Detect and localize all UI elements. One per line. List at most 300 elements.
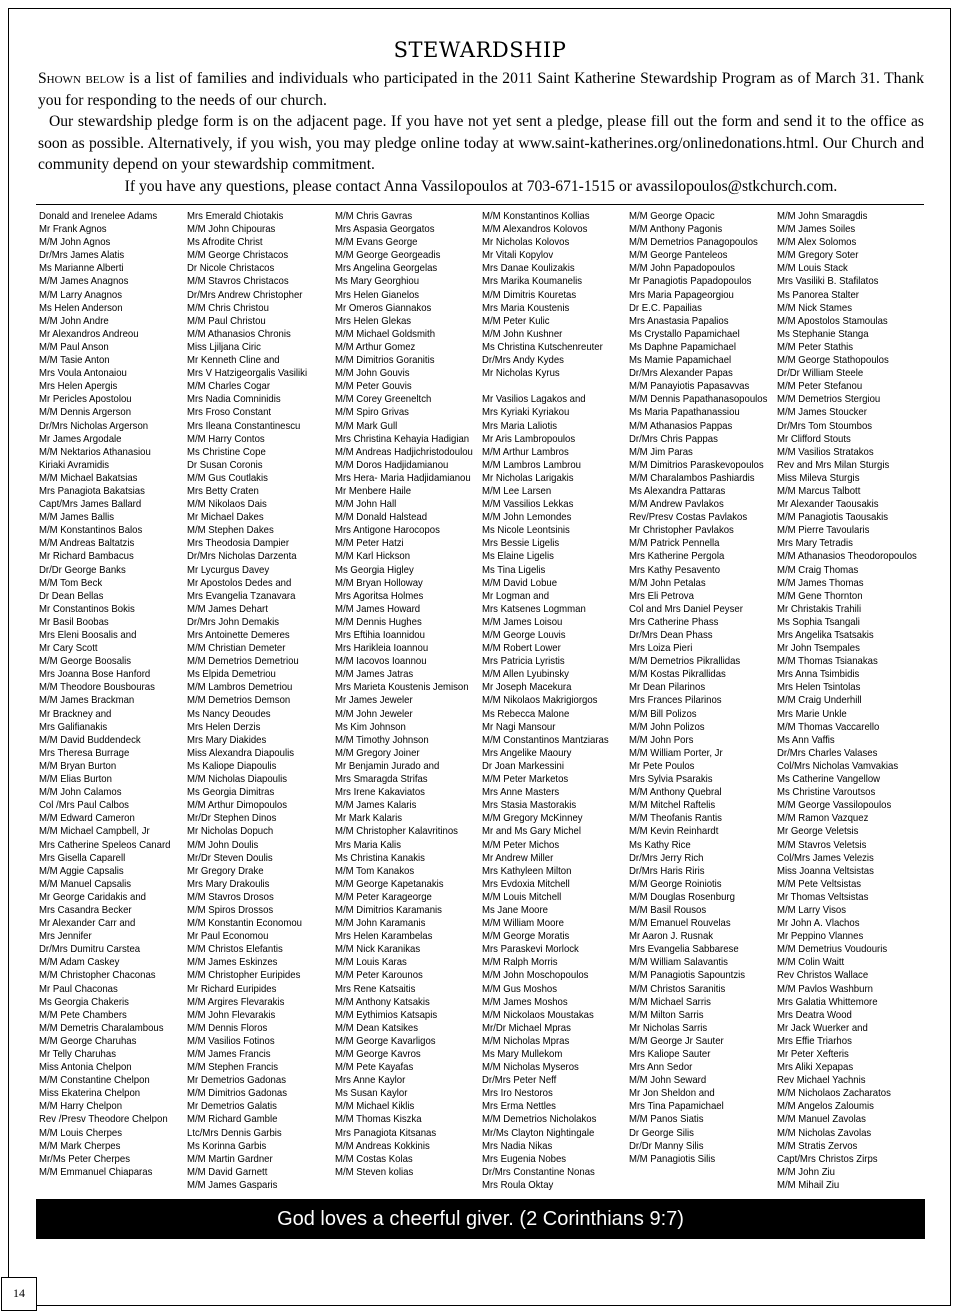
donor-name: Mrs Maria Papageorgiou xyxy=(629,289,734,301)
donor-name: Mr Frank Agnos xyxy=(39,224,107,236)
donor-name: Mr James Jeweler xyxy=(335,695,413,707)
donor-name: M/M Konstantin Economou xyxy=(187,918,302,930)
intro-line1-rest: is a list of families and individuals who participated in the 2011 Saint Katherine Stewardship Program as of March 31. Thank you for responding to the needs of our church. xyxy=(38,70,924,109)
donor-name: Mrs Angelina Georgelas xyxy=(335,263,438,275)
donor-name: Miss Alexandra Diapoulis xyxy=(187,747,294,759)
donor-name: Ms Rebecca Malone xyxy=(482,708,570,720)
donor-name: M/M Dennis Floros xyxy=(187,1022,268,1034)
donor-name: Col/Mrs James Velezis xyxy=(777,852,874,864)
donor-name: Dr/Mrs Charles Valases xyxy=(777,747,878,759)
donor-name: M/M Nickolaos Moustakas xyxy=(482,1009,594,1021)
donor-column-3 xyxy=(335,210,483,1179)
donor-name: M/M Peter Kulic xyxy=(482,315,550,327)
donor-name: M/M Demetrios Demetriou xyxy=(187,656,299,668)
donor-name: Dr Nicole Christacos xyxy=(187,263,275,275)
donor-name: M/M Demetris Charalambous xyxy=(39,1022,164,1034)
donor-name: M/M Arthur Lambros xyxy=(482,446,569,458)
donor-name: M/M Stephen Francis xyxy=(187,1062,279,1074)
donor-name: M/M George Jr Sauter xyxy=(629,1035,724,1047)
donor-name: Ms Korinna Garbis xyxy=(187,1140,267,1152)
donor-name: M/M Athanasios Pappas xyxy=(629,420,733,432)
donor-name: M/M George Christacos xyxy=(187,250,289,262)
donor-name: Ms Christina Kutschenreuter xyxy=(482,341,603,353)
donor-name: Mr Panagiotis Papadopoulos xyxy=(629,276,752,288)
donor-name: M/M Peter Karageorge xyxy=(335,891,432,903)
donor-name: M/M Richard Gamble xyxy=(187,1114,278,1126)
donor-name: Mr Christakis Trahili xyxy=(777,603,862,615)
donor-name: M/M Athanasios Theodoropoulos xyxy=(777,551,917,563)
donor-name: M/M Karl Hickson xyxy=(335,551,411,563)
donor-name: Col /Mrs Paul Calbos xyxy=(39,800,129,812)
donor-name: Mrs Anne Masters xyxy=(482,787,560,799)
donor-name: Mrs Katherine Pergola xyxy=(629,551,725,563)
donor-name: M/M Charalambos Pashiardis xyxy=(629,472,755,484)
donor-name: Mrs Mary Diakides xyxy=(187,734,267,746)
donor-name: M/M Andreas Baltatzis xyxy=(39,538,135,550)
donor-name: M/M Kevin Reinhardt xyxy=(629,826,719,838)
donor-name: M/M John Gouvis xyxy=(335,368,410,380)
donor-name: Mr Aris Lambropoulos xyxy=(482,433,576,445)
donor-name: M/M Constantine Chelpon xyxy=(39,1075,150,1087)
donor-name: Mr Nagi Mansour xyxy=(482,721,556,733)
donor-name: M/M Christian Demeter xyxy=(187,643,286,655)
donor-name: Miss Joanna Veltsistas xyxy=(777,865,874,877)
donor-name: Mr George Caridakis and xyxy=(39,891,146,903)
donor-name: M/M Gregory Joiner xyxy=(335,747,420,759)
donor-name: Dr/Mrs Dumitru Carstea xyxy=(39,944,141,956)
donor-name: Ms Crystallo Papamichael xyxy=(629,328,740,340)
donor-name: Mrs Tina Papamichael xyxy=(629,1101,724,1113)
donor-name: M/M Emanuel Rouvelas xyxy=(629,918,731,930)
donor-name: Mrs Evangelia Sabbarese xyxy=(629,944,739,956)
divider-rule xyxy=(36,204,924,205)
donor-name: M/M Stavros Christacos xyxy=(187,276,289,288)
donor-name: Ms Kim Johnson xyxy=(335,721,406,733)
donor-name: Ms Georgia Higley xyxy=(335,564,414,576)
donor-name: Mrs Betty Craten xyxy=(187,485,259,497)
donor-name: Ms Georgia Chakeris xyxy=(39,996,129,1008)
donor-name: M/M John Chipouras xyxy=(187,224,276,236)
donor-name: Mrs Froso Constant xyxy=(187,407,272,419)
donor-name: M/M William Salavantis xyxy=(629,957,728,969)
donor-name: M/M John Calamos xyxy=(39,787,122,799)
donor-name: M/M Harry Contos xyxy=(187,433,265,445)
donor-name: M/M Andreas Kokkinis xyxy=(335,1140,430,1152)
donor-name: Mr Menbere Haile xyxy=(335,485,412,497)
donor-name: Mrs Erma Nettles xyxy=(482,1101,556,1113)
donor-name: Mr Nicholas Kyrus xyxy=(482,368,560,380)
donor-name: M/M Edward Cameron xyxy=(39,813,135,825)
donor-name: Mrs Vasiliki B. Stafilatos xyxy=(777,276,879,288)
donor-name: Mrs Hera- Maria Hadjidamianou xyxy=(335,472,471,484)
donor-name: Mrs Agoritsa Holmes xyxy=(335,590,424,602)
donor-name: Dr/Dr George Banks xyxy=(39,564,126,576)
donor-name: M/M Patrick Pennella xyxy=(629,538,720,550)
donor-name: M/M George Roiniotis xyxy=(629,878,722,890)
donor-name: M/M Gregory Soter xyxy=(777,250,859,262)
donor-name: Dr/Mrs Nicholas Argerson xyxy=(39,420,149,432)
donor-name: M/M Basil Rousos xyxy=(629,904,707,916)
donor-name: Mr Telly Charuhas xyxy=(39,1049,117,1060)
donor-name: M/M Larry Visos xyxy=(777,904,847,916)
donor-name: M/M John Flevarakis xyxy=(187,1009,276,1021)
donor-name: Mr/Ms Clayton Nightingale xyxy=(482,1127,595,1139)
donor-name: M/M Paul Anson xyxy=(39,341,109,353)
donor-name: M/M John Lemondes xyxy=(482,512,572,524)
donor-name: M/M Dimitris Kouretas xyxy=(482,289,577,301)
donor-name: Mr Peter Xefteris xyxy=(777,1049,849,1060)
donor-name: Mr Peppino Vlannes xyxy=(777,931,864,943)
donor-name: Mr Logman and xyxy=(482,590,550,602)
donor-name: Mr Andrew Miller xyxy=(482,852,554,864)
donor-name: M/M James Soiles xyxy=(777,224,856,236)
donor-name: M/M Stephen Dakes xyxy=(187,525,274,537)
donor-name: Mr Paul Chaconas xyxy=(39,983,118,995)
donor-name: Mr John A. Vlachos xyxy=(777,918,860,930)
donor-name: M/M Tasie Anton xyxy=(39,355,110,367)
donor-name: M/M James Thomas xyxy=(777,577,864,589)
donor-name: Mr Joseph Macekura xyxy=(482,682,572,694)
donor-name: M/M Theofanis Rantis xyxy=(629,813,722,825)
donor-name: Mr and Ms Gary Michel xyxy=(482,826,581,838)
donor-name: Rev and Mrs Milan Sturgis xyxy=(777,459,890,471)
donor-name: Mrs Sylvia Psarakis xyxy=(629,774,713,786)
donor-name: Mrs Maria Kalis xyxy=(335,839,401,851)
donor-name: M/M Demetrios Stergiou xyxy=(777,394,881,406)
donor-name: M/M Nicholas Zavolas xyxy=(777,1127,872,1139)
donor-name: Ms Nicole Leontsinis xyxy=(482,525,570,537)
donor-name: M/M Nektarios Athanasiou xyxy=(39,446,151,458)
donor-name: M/M Nick Stames xyxy=(777,302,853,314)
donor-name: M/M Thomas Tsianakas xyxy=(777,656,878,668)
donor-name: M/M Peter Michos xyxy=(482,839,560,851)
donor-name: Mr/Dr Stephen Dinos xyxy=(187,813,277,825)
donor-name: Mrs Antigone Harocopos xyxy=(335,525,440,537)
donor-name: M/M Demetrios Demson xyxy=(187,695,291,707)
donor-name: Mr James Argodale xyxy=(39,433,122,445)
donor-name: Dr/Mrs Andrew Christopher xyxy=(187,289,303,301)
donor-name: M/M George Vassilopoulos xyxy=(777,800,892,812)
donor-name: Mrs Deatra Wood xyxy=(777,1009,852,1021)
donor-name: Dr/Mrs Jerry Rich xyxy=(629,852,704,864)
donor-name: M/M Costas Kolas xyxy=(335,1153,413,1165)
donor-name xyxy=(482,380,620,393)
donor-name: Mrs Marika Koumanelis xyxy=(482,276,583,288)
donor-name: Mr Pericles Apostolou xyxy=(39,394,132,406)
donor-name: M/M Michael Bakatsias xyxy=(39,472,138,484)
donor-name: Mrs Mary Tetradis xyxy=(777,538,853,550)
scripture-banner: God loves a cheerful giver. (2 Corinthians 9:7) xyxy=(36,1199,925,1239)
donor-name: M/M Apostolos Stamoulas xyxy=(777,315,888,327)
donor-name: M/M Nicholas Mpras xyxy=(482,1035,570,1047)
donor-name: M/M Douglas Rosenburg xyxy=(629,891,735,903)
donor-name: Mr Michael Dakes xyxy=(187,512,264,524)
donor-name: Mr Apostolos Dedes and xyxy=(187,577,292,589)
donor-name: M/M Panagiotis Sapountzis xyxy=(629,970,746,982)
donor-name: Ms Tina Ligelis xyxy=(482,564,546,576)
donor-name: Capt/Mrs James Ballard xyxy=(39,499,142,511)
donor-name: Mr Nicholas Dopuch xyxy=(187,826,274,838)
donor-name: M/M George Panteleos xyxy=(629,250,728,262)
donor-name: Dr/Mrs Constantine Nonas xyxy=(482,1166,595,1178)
donor-name: Mr Kenneth Cline and xyxy=(187,355,280,367)
donor-name: Mrs Harikleia Ioannou xyxy=(335,643,429,655)
donor-name: Mr Mark Kalaris xyxy=(335,813,403,825)
donor-name: M/M John Agnos xyxy=(39,237,111,249)
donor-name: M/M Larry Anagnos xyxy=(39,289,123,301)
donor-name: M/M James Loisou xyxy=(482,616,563,628)
donor-name: Mrs Rene Katsaitis xyxy=(335,983,416,995)
intro-text xyxy=(38,68,924,197)
donor-name: M/M Demetrius Voudouris xyxy=(777,944,888,956)
donor-name: Mr Omeros Giannakos xyxy=(335,302,432,314)
donor-name: Mrs Roula Oktay xyxy=(482,1179,554,1191)
donor-name: M/M Peter Marketos xyxy=(482,774,569,786)
donor-name: M/M Peter Gouvis xyxy=(335,381,412,393)
donor-name: M/M George Stathopoulos xyxy=(777,355,889,367)
donor-name: M/M John Polizos xyxy=(629,721,705,733)
donor-name: Mrs Paraskevi Morlock xyxy=(482,944,579,956)
donor-name: M/M James Ballis xyxy=(39,512,115,524)
donor-name: Mr/Dr Steven Doulis xyxy=(187,852,273,864)
donor-name: Mr Vasilios Lagakos and xyxy=(482,394,586,406)
donor-name: M/M Gus Coutlakis xyxy=(187,472,268,484)
donor-name: Ms Alexandra Pattaras xyxy=(629,485,726,497)
donor-name: M/M Mihail Ziu xyxy=(777,1179,840,1191)
donor-name: M/M Bill Polizos xyxy=(629,708,697,720)
donor-name: Mr Nicholas Kolovos xyxy=(482,237,570,249)
donor-name: M/M Martin Gardner xyxy=(187,1153,273,1165)
donor-name: Mr Alexander Carr and xyxy=(39,918,136,930)
donor-name: Mr John Tsempales xyxy=(777,643,860,655)
donor-name: Ms Catherine Vangellow xyxy=(777,774,881,786)
donor-name: Mr Gregory Drake xyxy=(187,865,264,877)
donor-name: M/M Panagiotis Taousakis xyxy=(777,512,889,524)
donor-name: M/M Konstantinos Balos xyxy=(39,525,143,537)
donor-name: Ms Susan Kaylor xyxy=(335,1088,408,1100)
donor-name: M/M Dimitrios Goranitis xyxy=(335,355,435,367)
donor-name: Mrs Maria Laliotis xyxy=(482,420,558,432)
donor-name: M/M Aggie Capsalis xyxy=(39,865,124,877)
donor-name: M/M Anthony Katsakis xyxy=(335,996,430,1008)
donor-name: Mr Christopher Pavlakos xyxy=(629,525,734,537)
donor-name: Mr Clifford Stouts xyxy=(777,433,851,445)
donor-name: M/M Tom Beck xyxy=(39,577,103,589)
donor-name: M/M Mitchel Raftelis xyxy=(629,800,716,812)
donor-name: Dr/Mrs James Alatis xyxy=(39,250,125,262)
donor-name: M/M Anthony Pagonis xyxy=(629,224,723,236)
donor-name: M/M David Garnett xyxy=(187,1166,268,1178)
donor-name: Mrs Danae Koulizakis xyxy=(482,263,575,275)
donor-name: M/M William Porter, Jr xyxy=(629,747,723,759)
donor-name: M/M Arthur Dimopoulos xyxy=(187,800,288,812)
donor-name: M/M Craig Underhill xyxy=(777,695,862,707)
donor-name: M/M Constantinos Mantziaras xyxy=(482,734,609,746)
donor-name: M/M Peter Stefanou xyxy=(777,381,863,393)
donor-name: M/M Allen Lyubinsky xyxy=(482,669,569,681)
donor-name: M/M Anthony Quebral xyxy=(629,787,722,799)
donor-name: Dr/Mrs Peter Neff xyxy=(482,1075,557,1087)
donor-name: M/M Pavlos Washburn xyxy=(777,983,873,995)
donor-name: M/M Louis Cherpes xyxy=(39,1127,123,1139)
donor-name: M/M Christos Saranitis xyxy=(629,983,726,995)
donor-name: M/M Timothy Johnson xyxy=(335,734,429,746)
donor-name: M/M Argires Flevarakis xyxy=(187,996,285,1008)
donor-name: M/M James Kalaris xyxy=(335,800,417,812)
donor-name: Ms Elaine Ligelis xyxy=(482,551,554,563)
donor-column-1 xyxy=(39,210,187,1179)
donor-name: M/M Peter Hatzi xyxy=(335,538,404,550)
donor-name: Mrs Marieta Koustenis Jemison xyxy=(335,682,469,694)
donor-name: Mrs Helen Derzis xyxy=(187,721,261,733)
donor-name: M/M John Karamanis xyxy=(335,918,426,930)
donor-name: M/M John Ziu xyxy=(777,1166,836,1178)
page-number: 14 xyxy=(1,1277,37,1311)
donor-name: M/M Athanasios Chronis xyxy=(187,328,291,340)
donor-name: M/M Konstantinos Kollias xyxy=(482,211,590,222)
donor-name: M/M Theodore Bousbouras xyxy=(39,682,155,694)
donor-name: Mr Cary Scott xyxy=(39,643,98,655)
donor-name: Mr George Veletsis xyxy=(777,826,859,838)
donor-name: Dr/Mrs Chris Pappas xyxy=(629,433,718,445)
donor-name: M/M Mark Gull xyxy=(335,420,398,432)
donor-name: M/M Andreas Hadjichristodoulou xyxy=(335,446,473,458)
donor-name: Mrs Maria Koustenis xyxy=(482,302,570,314)
donor-name: M/M Ralph Morris xyxy=(482,957,558,969)
donor-name: M/M George Georgeadis xyxy=(335,250,441,262)
donor-name: M/M Craig Thomas xyxy=(777,564,859,576)
donor-name: Mrs Kathy Pesavento xyxy=(629,564,721,576)
donor-name: M/M Marcus Talbott xyxy=(777,485,861,497)
donor-name: M/M Jim Paras xyxy=(629,446,693,458)
donor-name: Mr Aaron J. Rusnak xyxy=(629,931,714,943)
donor-name: Ms Maria Papathanassiou xyxy=(629,407,740,419)
donor-name: Mrs Angelika Tsatsakis xyxy=(777,630,874,641)
donor-name: M/M Steven kolias xyxy=(335,1166,414,1178)
donor-name: Capt/Mrs Christos Zirps xyxy=(777,1153,878,1165)
donor-name: Rev /Presv Theodore Chelpon xyxy=(39,1114,168,1126)
donor-name: M/M Adam Caskey xyxy=(39,957,120,969)
donor-name: Mrs Panagiota Bakatsias xyxy=(39,485,145,497)
donor-name: Mrs Emerald Chiotakis xyxy=(187,211,284,222)
donor-name: M/M Paul Christou xyxy=(187,315,266,327)
donor-name: M/M George Boosalis xyxy=(39,656,132,668)
donor-name: Mrs Theodosia Dampier xyxy=(187,538,290,550)
donor-name: Mrs Evdoxia Mitchell xyxy=(482,878,570,890)
donor-name: Mrs Antoinette Demeres xyxy=(187,630,290,641)
donor-name: Donald and Irenelee Adams xyxy=(39,211,158,222)
donor-column-4 xyxy=(482,210,630,1192)
donor-name: Mrs Aliki Xepapas xyxy=(777,1062,854,1074)
donor-name: Mr Dean Pilarinos xyxy=(629,682,706,694)
donor-name: Mrs Kathyleen Milton xyxy=(482,865,572,877)
donor-name: Mrs Aspasia Georgatos xyxy=(335,224,435,236)
donor-name: Rev Michael Yachnis xyxy=(777,1075,866,1087)
donor-name: M/M Vasilios Stratakos xyxy=(777,446,874,458)
donor-name: Mr Richard Euripides xyxy=(187,983,277,995)
donor-name: Dr/Mrs Nicholas Darzenta xyxy=(187,551,297,563)
donor-name: M/M Nikolaos Dais xyxy=(187,499,267,511)
donor-name: M/M James Dehart xyxy=(187,603,268,615)
donor-name: Mrs Helen Gianelos xyxy=(335,289,420,301)
donor-name: Dr Dean Bellas xyxy=(39,590,104,602)
donor-name: Mrs Catherine Speleos Canard xyxy=(39,839,171,851)
donor-name: M/M John Doulis xyxy=(187,839,259,851)
donor-name: Mrs Irene Kakaviatos xyxy=(335,787,425,799)
donor-name: Mrs Anastasia Papalios xyxy=(629,315,729,327)
donor-name: M/M Manuel Zavolas xyxy=(777,1114,866,1126)
donor-name: M/M Pete Chambers xyxy=(39,1009,127,1021)
donor-name: M/M William Moore xyxy=(482,918,564,930)
page-title: STEWARDSHIP xyxy=(393,38,567,62)
donor-name: Miss Ekaterina Chelpon xyxy=(39,1088,141,1100)
donor-name: M/M Bryan Burton xyxy=(39,760,117,772)
donor-name: Mrs Christina Kehayia Hadigian xyxy=(335,433,470,445)
donor-name: M/M Dimitrios Gadonas xyxy=(187,1088,288,1100)
donor-name: Ms Nancy Deoudes xyxy=(187,708,271,720)
donor-name: Mrs V Hatzigeorgalis Vasiliki xyxy=(187,368,308,380)
donor-name: Ms Sophia Tsangali xyxy=(777,616,860,628)
donor-name: Mr Vitali Kopylov xyxy=(482,250,554,262)
donor-name: M/M Christopher Kalavritinos xyxy=(335,826,458,838)
donor-name: M/M Thomas Vaccarello xyxy=(777,721,880,733)
donor-name: M/M Christopher Euripides xyxy=(187,970,301,982)
donor-name: M/M Stratis Zervos xyxy=(777,1140,858,1152)
donor-name: Dr/Mrs John Demakis xyxy=(187,616,280,628)
donor-name: M/M Demetrios Nicholakos xyxy=(482,1114,597,1126)
donor-name: Dr/Mrs Tom Stoumbos xyxy=(777,420,873,432)
donor-name: M/M Pete Kayafas xyxy=(335,1062,414,1074)
donor-name: M/M Demetrios Panagopoulos xyxy=(629,237,758,249)
donor-name: M/M Doros Hadjidamianou xyxy=(335,459,449,471)
donor-name: M/M Demetrios Pikrallidas xyxy=(629,656,741,668)
donor-name: Col/Mrs Nicholas Vamvakias xyxy=(777,760,899,772)
donor-name: Dr/Dr Manny Silis xyxy=(629,1140,704,1152)
donor-name: Mrs Mary Drakoulis xyxy=(187,878,270,890)
donor-name: M/M James Howard xyxy=(335,603,421,615)
donor-name: Mrs Katsenes Logmman xyxy=(482,603,586,615)
donor-name: M/M Donald Halstead xyxy=(335,512,428,524)
donor-name: M/M Chris Gavras xyxy=(335,211,413,222)
donor-name: Col and Mrs Daniel Peyser xyxy=(629,603,743,615)
donor-name: Dr/Dr William Steele xyxy=(777,368,864,380)
donor-name: Mrs Angelike Maoury xyxy=(482,747,572,759)
donor-column-6 xyxy=(777,210,925,1192)
donor-name: Ltc/Mrs Dennis Garbis xyxy=(187,1127,282,1139)
donor-name: Mrs Eleni Boosalis and xyxy=(39,630,137,641)
donor-name: Mrs Helen Glekas xyxy=(335,315,412,327)
donor-name: M/M James Gasparis xyxy=(187,1179,278,1191)
donor-name: Mrs Helen Tsintolas xyxy=(777,682,861,694)
donor-name: M/M Vassilios Lekkas xyxy=(482,499,574,511)
donor-name: M/M Colin Waitt xyxy=(777,957,845,969)
donor-name: M/M Alex Solomos xyxy=(777,237,857,249)
donor-name: Ms Daphne Papamichael xyxy=(629,341,736,353)
donor-name: Ms Ann Vaffis xyxy=(777,734,835,746)
donor-name: M/M Peter Stathis xyxy=(777,341,854,353)
donor-name: Ms Kathy Rice xyxy=(629,839,691,851)
donor-name: M/M Emmanuel Chiaparas xyxy=(39,1166,153,1178)
donor-name: Rev/Presv Costas Pavlakos xyxy=(629,512,748,524)
donor-name: M/M James Stoucker xyxy=(777,407,867,419)
donor-name: M/M Gregory McKinney xyxy=(482,813,583,825)
donor-name: Mrs Stasia Mastorakis xyxy=(482,800,577,812)
donor-name: Ms Kaliope Diapoulis xyxy=(187,760,277,772)
donor-name: Mr Thomas Veltsistas xyxy=(777,891,869,903)
donor-name: Mrs Bessie Ligelis xyxy=(482,538,560,550)
donor-name: M/M Manuel Capsalis xyxy=(39,878,132,890)
donor-name: Mr Alexander Taousakis xyxy=(777,499,879,511)
